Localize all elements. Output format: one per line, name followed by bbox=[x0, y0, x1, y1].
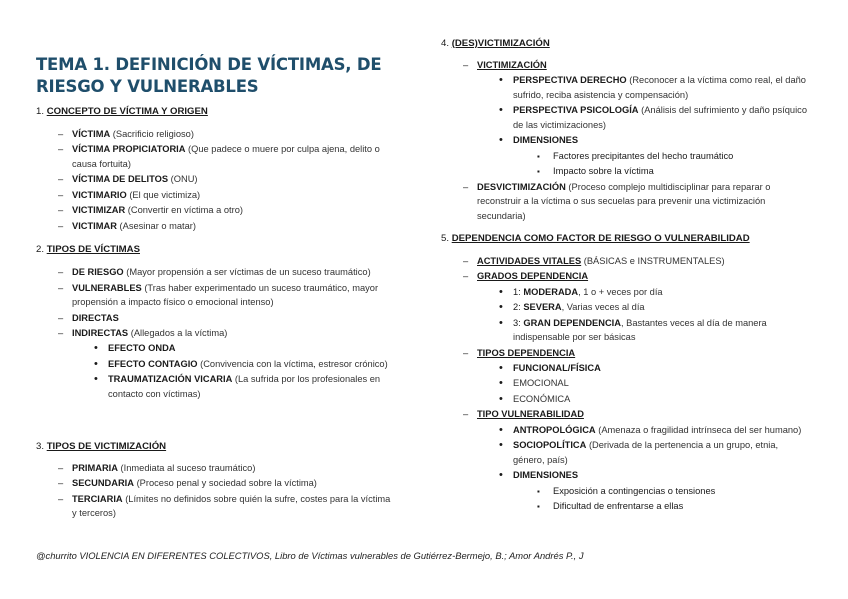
sub-list-item: • SOCIOPOLÍTICA (Derivada de la pertenencia a un grupo, etnia, género, país) bbox=[441, 438, 811, 468]
s4-list bbox=[441, 58, 811, 224]
list-item: – PRIMARIA (Inmediata al suceso traumático) bbox=[36, 461, 396, 476]
sub-list-item: • EFECTO ONDA bbox=[36, 341, 396, 356]
section-1-heading bbox=[36, 106, 208, 118]
sub-sub-list-item: ▪ Factores precipitantes del hecho traumático bbox=[441, 149, 811, 164]
list-item: – DESVICTIMIZACIÓN (Proceso complejo multidisciplinar para reparar o reconstruir a la víctima o sus secuelas para prevenir una victimización secundaria) bbox=[441, 180, 811, 225]
sub-list-item: • PERSPECTIVA DERECHO (Reconocer a la víctima como real, el daño sufrido, reciba asistencia y compensación) bbox=[441, 73, 811, 103]
list-item: – ACTIVIDADES VITALES (BÁSICAS e INSTRUMENTALES) bbox=[441, 254, 811, 269]
s1-list bbox=[36, 127, 396, 234]
list-item: – TERCIARIA (Límites no definidos sobre quién la sufre, costes para la víctima y terceros) bbox=[36, 492, 396, 522]
list-item: – DIRECTAS bbox=[36, 311, 396, 326]
s5-list bbox=[441, 254, 811, 514]
section-2-heading: 2. TIPOS DE VÍCTIMAS bbox=[36, 244, 140, 255]
list-item: – VICTIMIZAR (Convertir en víctima a otro) bbox=[36, 203, 396, 218]
list-item: – TIPOS DEPENDENCIA bbox=[441, 346, 811, 361]
list-item: – DE RIESGO (Mayor propensión a ser víctimas de un suceso traumático) bbox=[36, 265, 396, 281]
sub-list-item: • EMOCIONAL bbox=[441, 376, 811, 391]
list-item: – VÍCTIMA DE DELITOS (ONU) bbox=[36, 172, 396, 187]
list-item: – VICTIMAR (Asesinar o matar) bbox=[36, 219, 396, 234]
list-item: – SECUNDARIA (Proceso penal y sociedad sobre la víctima) bbox=[36, 476, 396, 491]
sub-list-item: • DIMENSIONES bbox=[441, 133, 811, 148]
sub-sub-list-item: ▪ Impacto sobre la víctima bbox=[441, 164, 811, 179]
list-item: – VÍCTIMA PROPICIATORIA (Que padece o muere por culpa ajena, delito o causa fortuita) bbox=[36, 142, 396, 172]
list-item: – INDIRECTAS (Allegados a la víctima) bbox=[36, 326, 396, 341]
section-number: 1. bbox=[36, 106, 45, 117]
sub-list-item: • 3: GRAN DEPENDENCIA, Bastantes veces al día de manera indispensable por ser básicas bbox=[441, 316, 811, 346]
footer-citation: @churrito VIOLENCIA EN DIFERENTES COLECTIVOS, Libro de Víctimas vulnerables de Gutiérrez-Bermejo, B.; Amor Andrés P., J bbox=[36, 550, 584, 561]
sub-list-item: • 2: SEVERA, Varias veces al día bbox=[441, 300, 811, 315]
list-item: – VICTIMIZACIÓN bbox=[441, 58, 811, 73]
sub-list-item: • DIMENSIONES bbox=[441, 468, 811, 483]
sub-sub-list-item: ▪ Exposición a contingencias o tensiones bbox=[441, 484, 811, 499]
sub-list-item: • EFECTO CONTAGIO (Convivencia con la víctima, estresor crónico) bbox=[36, 357, 396, 373]
sub-list-item: • FUNCIONAL/FÍSICA bbox=[441, 361, 811, 376]
list-item: – TIPO VULNERABILIDAD bbox=[441, 407, 811, 422]
sub-list-item: • ANTROPOLÓGICA (Amenaza o fragilidad intrínseca del ser humano) bbox=[441, 423, 811, 439]
s2-list bbox=[36, 265, 396, 402]
section-title: CONCEPTO DE VÍCTIMA Y ORIGEN bbox=[46, 106, 208, 117]
sub-list-item: • 1: MODERADA, 1 o + veces por día bbox=[441, 285, 811, 300]
list-item: – VULNERABLES (Tras haber experimentado un suceso traumático, mayor propensión a impacto físico o emocional intenso) bbox=[36, 281, 396, 311]
sub-list-item: • PERSPECTIVA PSICOLOGÍA (Análisis del sufrimiento y daño psíquico de las victimizaciones) bbox=[441, 103, 811, 133]
list-item: – VÍCTIMA (Sacrificio religioso) bbox=[36, 127, 396, 142]
section-5-heading: 5. DEPENDENCIA COMO FACTOR DE RIESGO O VULNERABILIDAD bbox=[441, 233, 750, 244]
section-3-heading: 3. TIPOS DE VICTIMIZACIÓN bbox=[36, 441, 167, 452]
list-item: – GRADOS DEPENDENCIA bbox=[441, 269, 811, 284]
sub-list-item: • ECONÓMICA bbox=[441, 392, 811, 407]
section-4-heading: 4. (DES)VICTIMIZACIÓN bbox=[441, 38, 550, 49]
sub-sub-list-item: ▪ Dificultad de enfrentarse a ellas bbox=[441, 499, 811, 514]
sub-list-item: • TRAUMATIZACIÓN VICARIA (La sufrida por los profesionales en contacto con víctimas) bbox=[36, 372, 396, 402]
page-title: TEMA 1. DEFINICIÓN DE VÍCTIMAS, DE RIESGO Y VULNERABLES bbox=[36, 55, 382, 96]
list-item: – VICTIMARIO (El que victimiza) bbox=[36, 188, 396, 203]
s3-list bbox=[36, 461, 396, 522]
